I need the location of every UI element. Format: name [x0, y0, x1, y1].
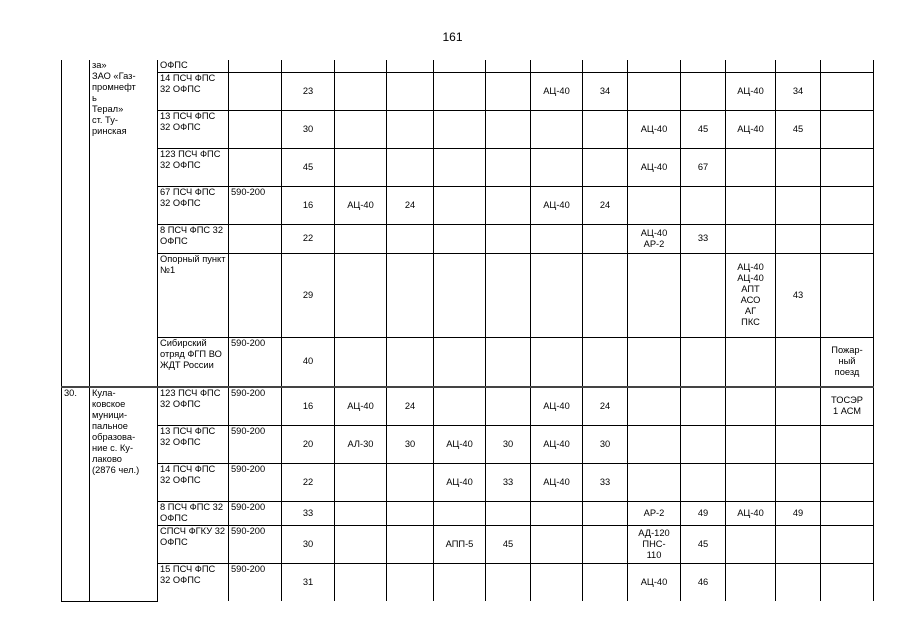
unit-name: 14 ПСЧ ФПС 32 ОФПС: [158, 463, 229, 501]
vehicle-time: 24: [583, 186, 628, 224]
vehicle-time: 30: [486, 425, 531, 463]
unit-name: 8 ПСЧ ФПС 32 ОФПС: [158, 224, 229, 253]
vehicle-time: 49: [776, 501, 821, 525]
vehicle-time: [776, 525, 821, 563]
vehicle-type: [434, 224, 486, 253]
unit-name: 15 ПСЧ ФПС 32 ОФПС: [158, 563, 229, 601]
table-row: [62, 525, 874, 563]
vehicle-time: [387, 463, 434, 501]
vehicle-time: [387, 224, 434, 253]
vehicle-time: [486, 60, 531, 72]
vehicle-type: [628, 337, 681, 387]
unit-name: Опорный пункт №1: [158, 253, 229, 337]
vehicle-type: [335, 110, 387, 148]
vehicle-time: 33: [583, 463, 628, 501]
vehicle-time: [583, 337, 628, 387]
arrival-time: 30: [282, 110, 335, 148]
vehicle-type: [628, 253, 681, 337]
vehicle-type: АЦ-40: [531, 387, 583, 425]
vehicle-time: [583, 148, 628, 186]
vehicle-type: [335, 563, 387, 601]
table-row: [62, 563, 874, 601]
vehicle-type: АЦ-40: [628, 563, 681, 601]
vehicle-time: [776, 60, 821, 72]
distance-value: 590-200: [229, 186, 282, 224]
extra-resources: [821, 525, 874, 563]
vehicle-time: [387, 72, 434, 110]
vehicle-time: [486, 186, 531, 224]
vehicle-type: [434, 186, 486, 224]
table-row: [62, 501, 874, 525]
unit-name: ОФПС: [158, 60, 229, 72]
vehicle-time: [681, 387, 726, 425]
vehicle-time: 30: [583, 425, 628, 463]
vehicle-type: [726, 463, 776, 501]
vehicle-type: [726, 563, 776, 601]
vehicle-type: [726, 387, 776, 425]
vehicle-type: [335, 253, 387, 337]
extra-resources: [821, 563, 874, 601]
vehicle-type: [531, 224, 583, 253]
extra-resources: [821, 60, 874, 72]
distance-value: [229, 224, 282, 253]
vehicle-time: [486, 501, 531, 525]
extra-resources: ТОСЭР 1 АСМ: [821, 387, 874, 425]
vehicle-time: 43: [776, 253, 821, 337]
table-row: [62, 463, 874, 501]
vehicle-time: 24: [387, 186, 434, 224]
vehicle-type: [434, 110, 486, 148]
vehicle-type: АЦ-40: [726, 110, 776, 148]
vehicle-time: [583, 224, 628, 253]
vehicle-type: АЦ-40 АЦ-40 АПТ АСО АГ ПКС: [726, 253, 776, 337]
distance-value: [229, 253, 282, 337]
vehicle-type: [434, 148, 486, 186]
vehicle-type: [434, 60, 486, 72]
vehicle-type: АЦ-40: [726, 72, 776, 110]
vehicle-time: [387, 563, 434, 601]
vehicle-time: [583, 563, 628, 601]
vehicle-type: [531, 501, 583, 525]
vehicle-time: 33: [486, 463, 531, 501]
vehicle-time: [486, 337, 531, 387]
vehicle-time: [486, 387, 531, 425]
vehicle-type: [628, 186, 681, 224]
vehicle-time: [486, 224, 531, 253]
vehicle-type: АЦ-40: [434, 425, 486, 463]
extra-resources: [821, 253, 874, 337]
vehicle-type: АЦ-40: [335, 186, 387, 224]
vehicle-time: 46: [681, 563, 726, 601]
vehicle-time: [486, 563, 531, 601]
arrival-time: 40: [282, 337, 335, 387]
vehicle-type: [434, 253, 486, 337]
distance-value: [229, 110, 282, 148]
distance-value: 590-200: [229, 337, 282, 387]
vehicle-time: [776, 463, 821, 501]
vehicle-type: [335, 60, 387, 72]
unit-name: 14 ПСЧ ФПС 32 ОФПС: [158, 72, 229, 110]
vehicle-type: АЛ-30: [335, 425, 387, 463]
vehicle-time: [583, 110, 628, 148]
vehicle-type: [434, 387, 486, 425]
arrival-time: 31: [282, 563, 335, 601]
vehicle-time: 34: [776, 72, 821, 110]
vehicle-type: АЦ-40: [531, 72, 583, 110]
vehicle-time: [583, 525, 628, 563]
vehicle-type: [531, 60, 583, 72]
arrival-time: 29: [282, 253, 335, 337]
vehicle-time: [387, 253, 434, 337]
vehicle-type: [434, 501, 486, 525]
arrival-time: 30: [282, 525, 335, 563]
extra-resources: [821, 425, 874, 463]
unit-name: 67 ПСЧ ФПС 32 ОФПС: [158, 186, 229, 224]
extra-resources: [821, 110, 874, 148]
row-number: [62, 60, 90, 387]
page-number: 161: [442, 30, 463, 44]
vehicle-type: АЦ-40: [531, 463, 583, 501]
vehicle-type: [726, 525, 776, 563]
distance-value: [229, 72, 282, 110]
extra-resources: [821, 501, 874, 525]
vehicle-type: АЦ-40: [531, 186, 583, 224]
table-row: [62, 224, 874, 253]
vehicle-time: 45: [486, 525, 531, 563]
vehicle-type: АД-120 ПНС- 110: [628, 525, 681, 563]
vehicle-type: [628, 425, 681, 463]
vehicle-time: [387, 337, 434, 387]
vehicle-time: 49: [681, 501, 726, 525]
unit-name: 13 ПСЧ ФПС 32 ОФПС: [158, 110, 229, 148]
arrival-time: 16: [282, 186, 335, 224]
table-row: [62, 186, 874, 224]
extra-resources: [821, 186, 874, 224]
vehicle-time: [486, 253, 531, 337]
vehicle-time: [776, 337, 821, 387]
vehicle-time: 33: [681, 224, 726, 253]
vehicle-time: [387, 60, 434, 72]
distance-value: 590-200: [229, 463, 282, 501]
extra-resources: Пожар- ный поезд: [821, 337, 874, 387]
locality-name: за» ЗАО «Газ- промнефт ь Терал» ст. Ту- ринская: [90, 60, 158, 387]
vehicle-type: [434, 337, 486, 387]
arrival-time: 45: [282, 148, 335, 186]
vehicle-type: [628, 387, 681, 425]
arrival-time: [282, 60, 335, 72]
vehicle-time: 67: [681, 148, 726, 186]
table-row: [62, 425, 874, 463]
vehicle-type: [628, 60, 681, 72]
unit-name: 13 ПСЧ ФПС 32 ОФПС: [158, 425, 229, 463]
table-row: [62, 148, 874, 186]
vehicle-type: [531, 253, 583, 337]
vehicle-type: [726, 60, 776, 72]
row-number: 30.: [62, 387, 90, 601]
vehicle-time: [486, 148, 531, 186]
arrival-time: 20: [282, 425, 335, 463]
distance-value: 590-200: [229, 387, 282, 425]
fire-resources-table: [61, 60, 874, 602]
vehicle-type: [335, 72, 387, 110]
vehicle-time: [681, 425, 726, 463]
vehicle-type: АПП-5: [434, 525, 486, 563]
extra-resources: [821, 463, 874, 501]
vehicle-type: АЦ-40: [335, 387, 387, 425]
vehicle-type: [628, 463, 681, 501]
vehicle-type: [531, 110, 583, 148]
vehicle-time: [583, 253, 628, 337]
vehicle-type: [726, 148, 776, 186]
vehicle-type: [531, 148, 583, 186]
vehicle-time: [583, 60, 628, 72]
distance-value: [229, 60, 282, 72]
vehicle-type: [726, 337, 776, 387]
vehicle-type: [531, 337, 583, 387]
vehicle-time: 34: [583, 72, 628, 110]
distance-value: 590-200: [229, 525, 282, 563]
vehicle-type: [335, 501, 387, 525]
vehicle-time: 45: [681, 110, 726, 148]
vehicle-type: [531, 525, 583, 563]
unit-name: 123 ПСЧ ФПС 32 ОФПС: [158, 387, 229, 425]
vehicle-type: АЦ-40: [531, 425, 583, 463]
arrival-time: 23: [282, 72, 335, 110]
vehicle-time: [486, 72, 531, 110]
extra-resources: [821, 148, 874, 186]
vehicle-time: [681, 72, 726, 110]
distance-value: 590-200: [229, 425, 282, 463]
arrival-time: 33: [282, 501, 335, 525]
vehicle-type: [726, 425, 776, 463]
vehicle-time: 45: [681, 525, 726, 563]
vehicle-time: [681, 253, 726, 337]
table-row: [62, 60, 874, 72]
vehicle-type: [335, 525, 387, 563]
distance-value: [229, 148, 282, 186]
vehicle-type: [335, 337, 387, 387]
vehicle-type: [726, 224, 776, 253]
vehicle-time: [776, 563, 821, 601]
vehicle-time: [387, 110, 434, 148]
unit-name: 123 ПСЧ ФПС 32 ОФПС: [158, 148, 229, 186]
vehicle-time: [681, 463, 726, 501]
vehicle-time: [776, 387, 821, 425]
arrival-time: 16: [282, 387, 335, 425]
vehicle-type: [628, 72, 681, 110]
distance-value: 590-200: [229, 501, 282, 525]
vehicle-time: [387, 501, 434, 525]
vehicle-time: 30: [387, 425, 434, 463]
vehicle-time: [583, 501, 628, 525]
extra-resources: [821, 72, 874, 110]
vehicle-type: АЦ-40: [628, 148, 681, 186]
vehicle-time: [681, 186, 726, 224]
locality-name: Кула- ковское муници- пальное образова- ние с. Ку- лаково (2876 чел.): [90, 387, 158, 601]
vehicle-type: [335, 463, 387, 501]
table-row: [62, 253, 874, 337]
vehicle-time: [776, 186, 821, 224]
extra-resources: [821, 224, 874, 253]
vehicle-time: [387, 148, 434, 186]
vehicle-time: [776, 224, 821, 253]
vehicle-time: [681, 337, 726, 387]
vehicle-type: [726, 186, 776, 224]
table-row: [62, 387, 874, 425]
vehicle-time: [387, 525, 434, 563]
vehicle-time: [776, 425, 821, 463]
vehicle-type: [335, 148, 387, 186]
vehicle-type: [531, 563, 583, 601]
vehicle-type: [335, 224, 387, 253]
unit-name: СПСЧ ФГКУ 32 ОФПС: [158, 525, 229, 563]
vehicle-type: АЦ-40: [434, 463, 486, 501]
table-row: [62, 72, 874, 110]
vehicle-type: АЦ-40 АР-2: [628, 224, 681, 253]
table-row: [62, 337, 874, 387]
vehicle-time: [776, 148, 821, 186]
vehicle-time: [681, 60, 726, 72]
vehicle-time: [486, 110, 531, 148]
vehicle-time: 24: [387, 387, 434, 425]
vehicle-type: АР-2: [628, 501, 681, 525]
table-row: [62, 110, 874, 148]
vehicle-time: 24: [583, 387, 628, 425]
arrival-time: 22: [282, 224, 335, 253]
distance-value: 590-200: [229, 563, 282, 601]
vehicle-type: [434, 72, 486, 110]
unit-name: Сибирский отряд ФГП ВО ЖДТ России: [158, 337, 229, 387]
vehicle-time: 45: [776, 110, 821, 148]
vehicle-type: АЦ-40: [628, 110, 681, 148]
vehicle-type: [434, 563, 486, 601]
vehicle-type: АЦ-40: [726, 501, 776, 525]
unit-name: 8 ПСЧ ФПС 32 ОФПС: [158, 501, 229, 525]
arrival-time: 22: [282, 463, 335, 501]
